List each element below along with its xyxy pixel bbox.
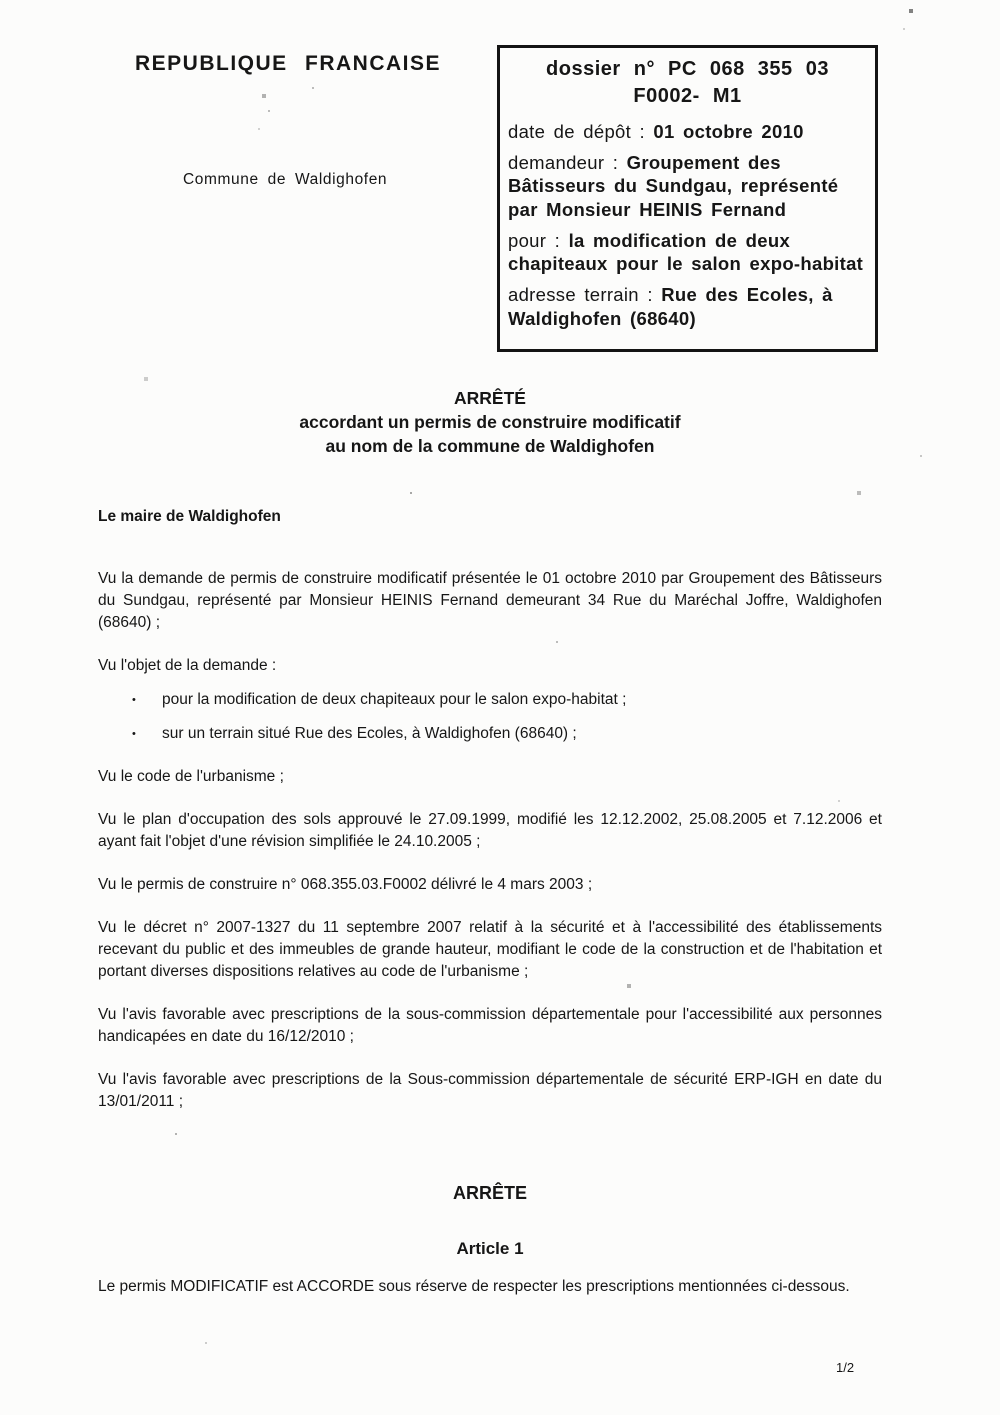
dossier-field-adresse-terrain: [508, 283, 867, 330]
adresse-terrain-value: Rue des Ecoles, à Waldighofen (68640): [508, 284, 833, 329]
header-republic: REPUBLIQUE FRANCAISE: [135, 52, 442, 75]
document-body: [98, 386, 882, 1298]
page-number: 1/2: [836, 1360, 855, 1375]
decision-heading: ARRÊTE: [452, 1183, 527, 1203]
dossier-field-date-depot: [508, 120, 867, 144]
scan-noise: [0, 0, 2, 2]
date-depot-label: date de dépôt :: [508, 121, 645, 142]
title-arrete: ARRÊTÉ: [454, 388, 526, 408]
dossier-number: [508, 56, 867, 110]
pour-value: la modification de deux chapiteaux pour le salon expo-habitat: [508, 229, 864, 275]
dossier-field-demandeur: [508, 151, 867, 222]
dossier-field-pour: [508, 229, 867, 276]
bullet-text-terrain: sur un terrain situé Rue des Ecoles, à Waldighofen (68640) ;: [162, 725, 577, 742]
bullet-icon: •: [132, 694, 136, 706]
article-1-text: Le permis MODIFICATIF est ACCORDE sous réserve de respecter les prescriptions mentionnées ci-dessous.: [98, 1278, 850, 1295]
title-subtitle-1: accordant un permis de construire modificatif: [299, 412, 681, 432]
document-title: [98, 386, 882, 458]
demandeur-value: Groupement des Bâtisseurs du Sundgau, représenté par Monsieur HEINIS Fernand: [508, 151, 839, 221]
title-subtitle-2: au nom de la commune de Waldighofen: [325, 436, 655, 456]
article-1-heading: Article 1: [456, 1239, 524, 1258]
paragraph-vu-plan: Vu le plan d'occupation des sols approuvé le 27.09.1999, modifié les 12.12.2002, 25.08.2005 et 7.12.2006 et ayant fait l'objet d'une révision simplifiée le 24.10.2005 ;: [98, 811, 882, 850]
header-commune: Commune de Waldighofen: [183, 171, 388, 188]
bullet-text-pour: pour la modification de deux chapiteaux pour le salon expo-habitat ;: [162, 691, 627, 708]
dossier-number-line2: F0002- M1: [633, 85, 742, 107]
paragraph-vu-permis: Vu le permis de construire n° 068.355.03.F0002 délivré le 4 mars 2003 ;: [98, 876, 593, 893]
paragraph-vu-objet: Vu l'objet de la demande :: [98, 657, 277, 674]
paragraph-vu-avis-accessibilite: Vu l'avis favorable avec prescriptions de la sous-commission départementale pour l'accessibilité aux personnes handicapées en date du 16/12/2010 ;: [98, 1006, 882, 1045]
list-item: [98, 723, 882, 745]
pour-label: pour :: [508, 229, 561, 251]
dossier-number-line1: dossier n° PC 068 355 03: [546, 58, 829, 80]
adresse-terrain-label: adresse terrain :: [508, 284, 653, 306]
list-item: [98, 689, 882, 711]
dossier-box: [497, 45, 878, 352]
date-depot-value: 01 octobre 2010: [653, 121, 804, 142]
paragraph-vu-demande: Vu la demande de permis de construire modificatif présentée le 01 octobre 2010 par Groupement des Bâtisseurs du Sundgau, représenté par Monsieur HEINIS Fernand demeurant 34 Rue du Maréchal Joffre, Waldighofen (68640) ;: [98, 570, 882, 631]
paragraph-vu-decret: Vu le décret n° 2007-1327 du 11 septembre 2007 relatif à la sécurité et à l'accessibilité des établissements recevant du public et des immeubles de grande hauteur, modifiant le code de la construction et de l'habitation et portant diverses dispositions relatives au code de l'urbanisme ;: [98, 919, 882, 980]
demandeur-label: demandeur :: [508, 151, 619, 173]
paragraph-vu-code: Vu le code de l'urbanisme ;: [98, 768, 284, 785]
opening-le-maire: Le maire de Waldighofen: [98, 508, 281, 525]
paragraph-vu-avis-securite: Vu l'avis favorable avec prescriptions de la Sous-commission départementale de sécurité ERP-IGH en date du 13/01/2011 ;: [98, 1071, 882, 1110]
bullet-icon: •: [132, 728, 136, 740]
